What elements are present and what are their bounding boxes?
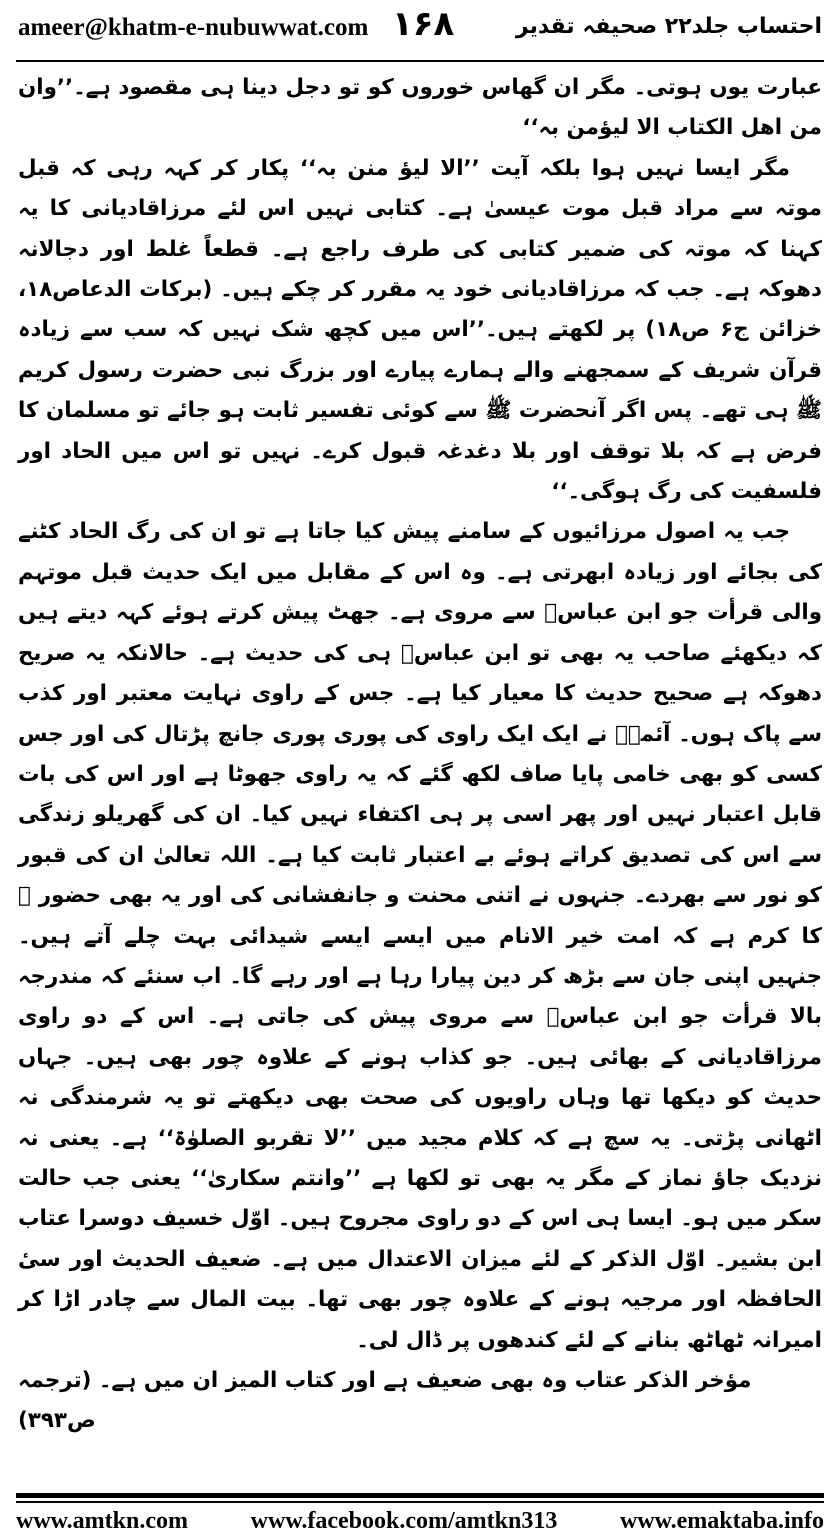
page-number: ۱۶۸ <box>392 4 455 44</box>
footer-divider-thick <box>16 1493 824 1498</box>
header-divider <box>16 60 824 62</box>
book-title: احتساب جلد۲۲ صحیفہ تقدیر <box>515 14 822 39</box>
footer-divider-thin <box>16 1501 824 1503</box>
page-header <box>0 0 840 62</box>
footer-link-emaktaba[interactable]: www.emaktaba.info <box>619 1507 824 1534</box>
footer-link-facebook[interactable]: www.facebook.com/amtkn313 <box>250 1507 558 1534</box>
paragraph-3: جب یہ اصول مرزائیوں کے سامنے پیش کیا جاتا ہے تو ان کی رگ الحاد کٹنے کی بجائے اور زیادہ ابھرتی ہے۔ وہ اس کے مقابل میں ایک حدیث قبل موتہم والی قرأت جو ابن عباسؓ سے مروی ہے۔ جھٹ پیش کرتے ہوئے کہہ دیتے ہیں کہ دیکھئے صاحب یہ بھی تو ابن عباسؓ ہی کی حدیث ہے۔ حالانکہ یہ صریح دھوکہ ہے صحیح حدیث کا معیار کیا ہے۔ جس کے راوی نہایت معتبر اور کذب سے پاک ہوں۔ آئمہؒ نے ایک ایک راوی کی پوری پوری جانچ پڑتال کی اور جس کسی کو بھی خامی پایا صاف لکھ گئے کہ یہ راوی جھوٹا ہے اور اس کی بات قابل اعتبار نہیں اور پھر اسی پر ہی اکتفاء نہیں کیا۔ ان کی گھریلو زندگی سے اس کی تصدیق کراتے ہوئے بے اعتبار ثابت کیا ہے۔ اللہ تعالیٰ ان کی قبور کو نور سے بھردے۔ جنہوں نے اتنی محنت و جانفشانی کی اور یہ بھی حضور ﷺ کا کرم ہے کہ امت خیر الانام میں ایسے ایسے شیدائی بہت چلے آتے ہیں۔ جنہیں اپنی جان سے بڑھ کر دین پیارا رہا ہے اور رہے گا۔ اب سنئے کہ مندرجہ بالا قرأت جو ابن عباسؓ سے مروی پیش کی جاتی ہے۔ اس کے دو راوی مرزاقادیانی کے بھائی ہیں۔ جو کذاب ہونے کے علاوہ چور بھی ہیں۔ جہاں حدیث کو دیکھا تھا وہاں راویوں کی صحت بھی دیکھتے تو یہ شرمندگی نہ اٹھانی پڑتی۔ یہ سچ ہے کہ کلام مجید میں ’’لا تقربو الصلوٰۃ‘‘ ہے۔ یعنی نہ نزدیک جاؤ نماز کے مگر یہ بھی تو لکھا ہے ’’وانتم سکاریٰ‘‘ یعنی جب حالت سکر میں ہو۔ ایسا ہی اس کے دو راوی مجروح ہیں۔ اوّل خسیف دوسرا عتاب ابن بشیر۔ اوّل الذکر کے لئے میزان الاعتدال میں ہے۔ ضعیف الحدیث اور سیٔ الحافظہ اور مرجیہ ہونے کے علاوہ چور بھی تھا۔ بیت المال سے چادر اڑا کر امیرانہ ٹھاٹھ بنانے کے لئے کندھوں پر ڈال لی۔ <box>18 519 822 1353</box>
paragraph-1: عبارت یوں ہوتی۔ مگر ان گھاس خوروں کو تو دجل دینا ہی مقصود ہے۔’’وان من اھل الکتاب الا لیؤمن بہ‘‘ <box>18 75 822 141</box>
paragraph-2: مگر ایسا نہیں ہوا بلکہ آیت ’’الا لیؤ منن بہ‘‘ پکار کر کہہ رہی کہ قبل موتہ سے مراد قبل موت عیسیٰ ہے۔ کتابی نہیں اس لئے مرزاقادیانی کا یہ کہنا کہ موتہ کی ضمیر کتابی کی طرف راجع ہے۔ قطعاً غلط اور دجالانہ دھوکہ ہے۔ جب کہ مرزاقادیانی خود یہ مقرر کر چکے ہیں۔ (برکات الدعاص۱۸، خزائن ج۶ ص۱۸) پر لکھتے ہیں۔’’اس میں کچھ شک نہیں کہ سب سے زیادہ قرآن شریف کے سمجھنے والے ہمارے پیارے اور بزرگ نبی حضرت رسول کریم ﷺ ہی تھے۔ پس اگر آنحضرت ﷺ سے کوئی تفسیر ثابت ہو جائے تو مسلمان کا فرض ہے کہ بلا توقف اور بلا دغدغہ قبول کرے۔ نہیں تو اس میں الحاد اور فلسفیت کی رگ ہوگی۔‘‘ <box>18 155 822 505</box>
header-email: ameer@khatm-e-nubuwwat.com <box>18 14 369 41</box>
page-body <box>18 68 822 1442</box>
footer-link-amtkn[interactable]: www.amtkn.com <box>16 1507 188 1534</box>
paragraph-4: مؤخر الذکر عتاب وہ بھی ضعیف ہے اور کتاب المیز ان میں ہے۔ (ترجمہ ص۳۹۳) <box>18 1368 752 1434</box>
page-footer <box>16 1505 824 1537</box>
